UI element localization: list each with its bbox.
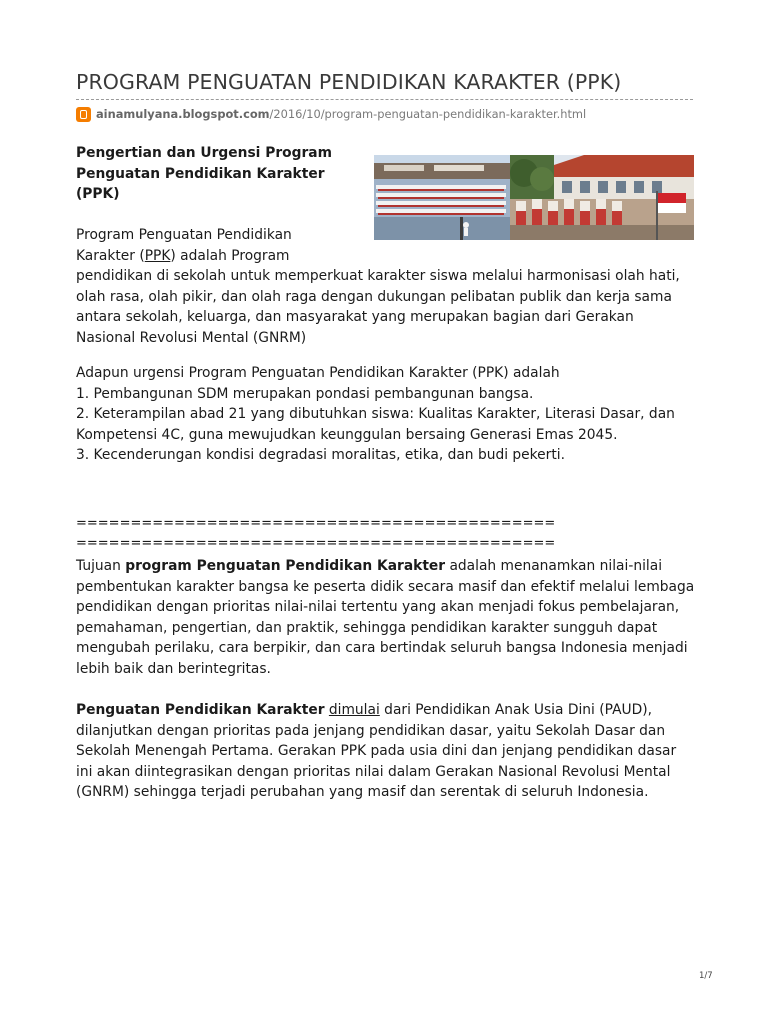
penguatan-paragraph — [76, 700, 676, 803]
ppk-link[interactable]: PPK — [144, 247, 171, 264]
intro-line: pendidikan di sekolah untuk memperkuat karakter siswa melalui harmonisasi olah hati, — [76, 268, 680, 285]
intro-line: Nasional Revolusi Mental (GNRM) — [76, 329, 307, 346]
source-line — [76, 105, 586, 123]
urgensi-line: 2. Keterampilan abad 21 yang dibutuhkan siswa: Kualitas Karakter, Literasi Dasar, dan — [76, 406, 675, 423]
heading-line-1: Pengertian dan Urgensi Program — [76, 145, 332, 161]
urgensi-line: 3. Kecenderungan kondisi degradasi moralitas, etika, dan budi pekerti. — [76, 447, 565, 464]
title-divider — [76, 99, 693, 100]
page-title: PROGRAM PENGUATAN PENDIDIKAN KARAKTER (PPK) — [76, 70, 622, 94]
separator — [76, 514, 555, 554]
heading-line-3: (PPK) — [76, 186, 120, 203]
separator-line: ============================================ — [76, 516, 556, 531]
penguatan-line: dilanjutkan dengan prioritas pada jenjang pendidikan dasar, yaitu Sekolah Dasar dan — [76, 722, 666, 739]
penguatan-post: dari Pendidikan Anak Usia Dini (PAUD), — [379, 702, 653, 718]
penguatan-bold: Penguatan Pendidikan Karakter — [76, 702, 325, 718]
urgensi-line: Kompetensi 4C, guna mewujudkan keunggulan bersaing Generasi Emas 2045. — [76, 426, 618, 443]
source-path[interactable]: /2016/10/program-penguatan-pendidikan-karakter.html — [269, 107, 587, 121]
tujuan-post: adalah menanamkan nilai-nilai — [445, 558, 663, 574]
tujuan-line: mengubah perilaku, cara berpikir, dan cara bertindak seluruh bangsa Indonesia menjadi — [76, 640, 688, 657]
heading-line-2: Penguatan Pendidikan Karakter — [76, 165, 325, 182]
intro-line-2-pre: Karakter ( — [76, 247, 145, 264]
penguatan-line: ini akan diintegrasikan dengan prioritas nilai dalam Gerakan Nasional Revolusi Mental — [76, 763, 671, 780]
tujuan-line: pembentukan karakter bangsa ke peserta didik secara masif dan efektif melalui lembaga — [76, 578, 695, 595]
tujuan-paragraph — [76, 556, 694, 680]
intro-paragraph — [76, 225, 680, 349]
section-heading — [76, 143, 332, 205]
tujuan-line: lebih baik dan berintegritas. — [76, 660, 271, 677]
urgensi-line: 1. Pembangunan SDM merupakan pondasi pembangunan bangsa. — [76, 385, 534, 402]
intro-line-2-post: ) adalah Program — [170, 247, 290, 264]
intro-line-1: Program Penguatan Pendidikan — [76, 227, 292, 243]
page-number: 1/7 — [699, 971, 713, 981]
blogger-icon — [76, 107, 91, 122]
dimulai-link[interactable]: dimulai — [328, 702, 380, 718]
tujuan-bold: program Penguatan Pendidikan Karakter — [125, 558, 446, 574]
penguatan-line: Sekolah Menengah Pertama. Gerakan PPK pada usia dini dan jenjang pendidikan dasar — [76, 743, 677, 760]
intro-line: antara sekolah, keluarga, dan masyarakat yang merupakan bagian dari Gerakan — [76, 309, 634, 326]
tujuan-pre: Tujuan — [76, 558, 126, 574]
urgensi-line: Adapun urgensi Program Penguatan Pendidikan Karakter (PPK) adalah — [76, 365, 560, 381]
tujuan-line: pemahaman, pengertian, dan praktik, sehingga pendidikan karakter sungguh dapat — [76, 619, 658, 636]
urgensi-list — [76, 363, 675, 466]
separator-line: ============================================ — [76, 536, 556, 551]
source-domain-link[interactable]: ainamulyana.blogspot.com — [96, 107, 270, 121]
tujuan-line: pendidikan dengan prioritas nilai-nilai tertentu yang akan menjadi fokus pembelajaran, — [76, 599, 680, 616]
penguatan-line: (GNRM) sehingga terjadi perubahan yang masif dan serentak di seluruh Indonesia. — [76, 784, 649, 801]
intro-line: olah rasa, olah pikir, dan olah raga dengan dukungan pelibatan publik dan kerja sama — [76, 288, 672, 305]
